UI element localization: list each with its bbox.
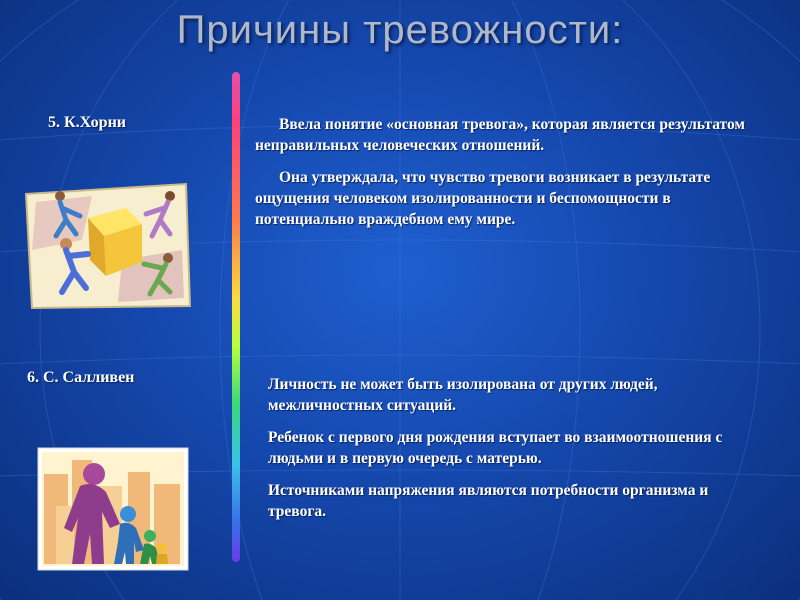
section-label-horney: 5. К.Хорни <box>48 114 126 131</box>
people-pushing-box-clipart <box>22 180 192 312</box>
sullivan-text <box>268 374 748 533</box>
section-label-sullivan: 6. С. Салливен <box>27 369 135 386</box>
sullivan-paragraph-3: Источниками напряжения являются потребности организма и тревога. <box>268 482 709 520</box>
horney-paragraph-2: Она утверждала, что чувство тревоги возникает в результате ощущения человеком изолированности и беспомощности в потенциально враждебном ему мире. <box>255 169 711 228</box>
horney-paragraph-1: Ввела понятие «основная тревога», которая является результатом неправильных человеческих отношений. <box>255 116 745 154</box>
family-silhouettes-clipart <box>36 446 190 572</box>
slide-title: Причины тревожности: <box>176 8 624 52</box>
sullivan-paragraph-2: Ребенок с первого дня рождения вступает во взаимоотношения с людьми и в первую очередь с матерью. <box>268 429 723 467</box>
rainbow-divider <box>232 72 240 562</box>
horney-text <box>255 114 750 241</box>
sullivan-paragraph-1: Личность не может быть изолирована от других людей, межличностных ситуаций. <box>268 376 658 414</box>
